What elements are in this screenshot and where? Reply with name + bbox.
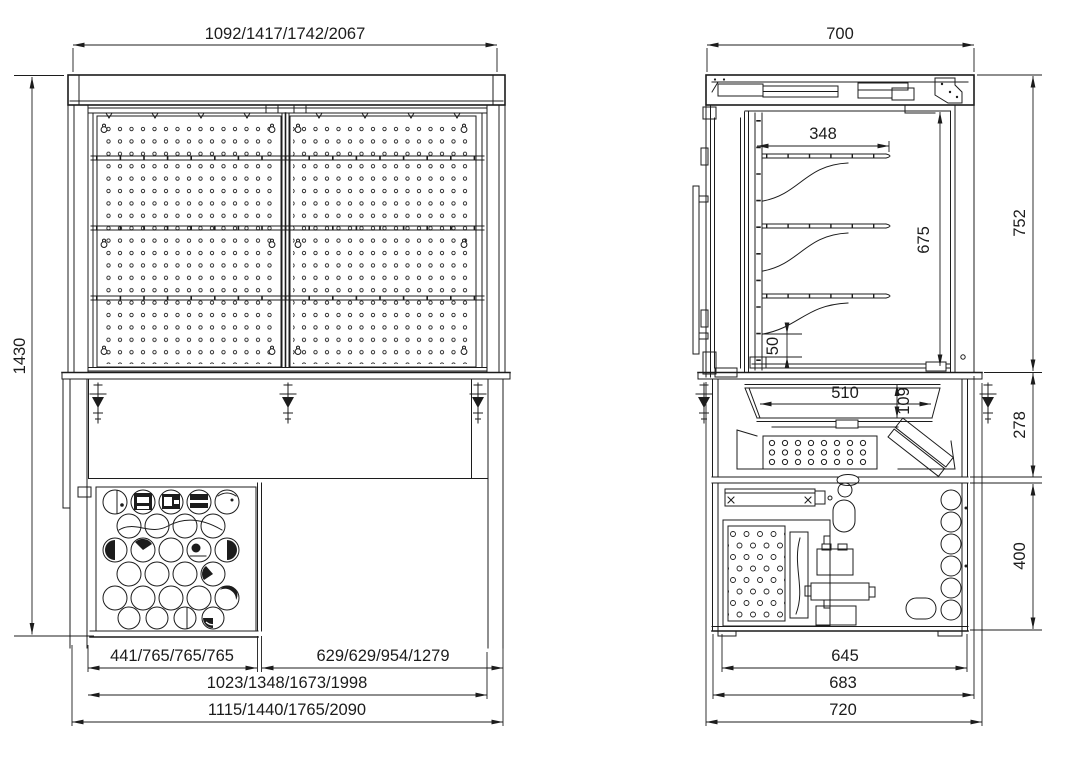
dim-well-inner-height: 109 [895,387,913,415]
refrigerant-lines [906,490,968,620]
dim-side-top-depth: 700 [826,25,854,43]
dim-display-height: 752 [1011,209,1029,237]
shelf [762,294,890,334]
dim-front-well-width: 629/629/954/1279 [316,647,450,665]
compressor [805,544,875,625]
dim-well-opening-depth: 510 [831,384,859,402]
side-view [693,25,1042,726]
dim-front-top-width: 1092/1417/1742/2067 [204,25,366,43]
side-machine-compartment [712,483,968,636]
side-shelves [762,154,890,334]
front-left-wall [63,105,88,648]
front-perforated-panel-right [290,116,476,367]
front-vent-grille [103,490,239,629]
dim-overall-depth: 720 [829,701,857,719]
dim-shelf-bottom-gap: 50 [764,336,782,356]
side-canopy [706,75,974,113]
dim-interior-height: 675 [915,226,933,254]
front-hanger-bolts [90,383,486,423]
dim-machine-section-height: 400 [1011,542,1029,570]
front-center-mullion [282,113,289,367]
dim-well-section-height: 278 [1011,411,1029,439]
dim-machine-inner-depth: 645 [831,647,859,665]
front-right-wall [487,105,505,648]
condenser [723,520,830,626]
front-view [11,25,510,726]
front-canopy [68,75,505,105]
side-door [693,105,749,377]
front-counter-band [62,373,510,380]
dim-front-inner-width: 1023/1348/1673/1998 [206,674,368,692]
dim-shelf-depth: 348 [809,125,837,143]
front-perforated-panel-left [97,116,281,367]
shelf [762,154,890,201]
shelf [762,224,890,271]
dim-front-overall-width: 1115/1440/1765/2090 [207,701,367,719]
dim-front-overall-height: 1430 [11,337,29,375]
dim-front-machine-width: 441/765/765/765 [110,647,234,665]
dim-base-depth: 683 [829,674,857,692]
